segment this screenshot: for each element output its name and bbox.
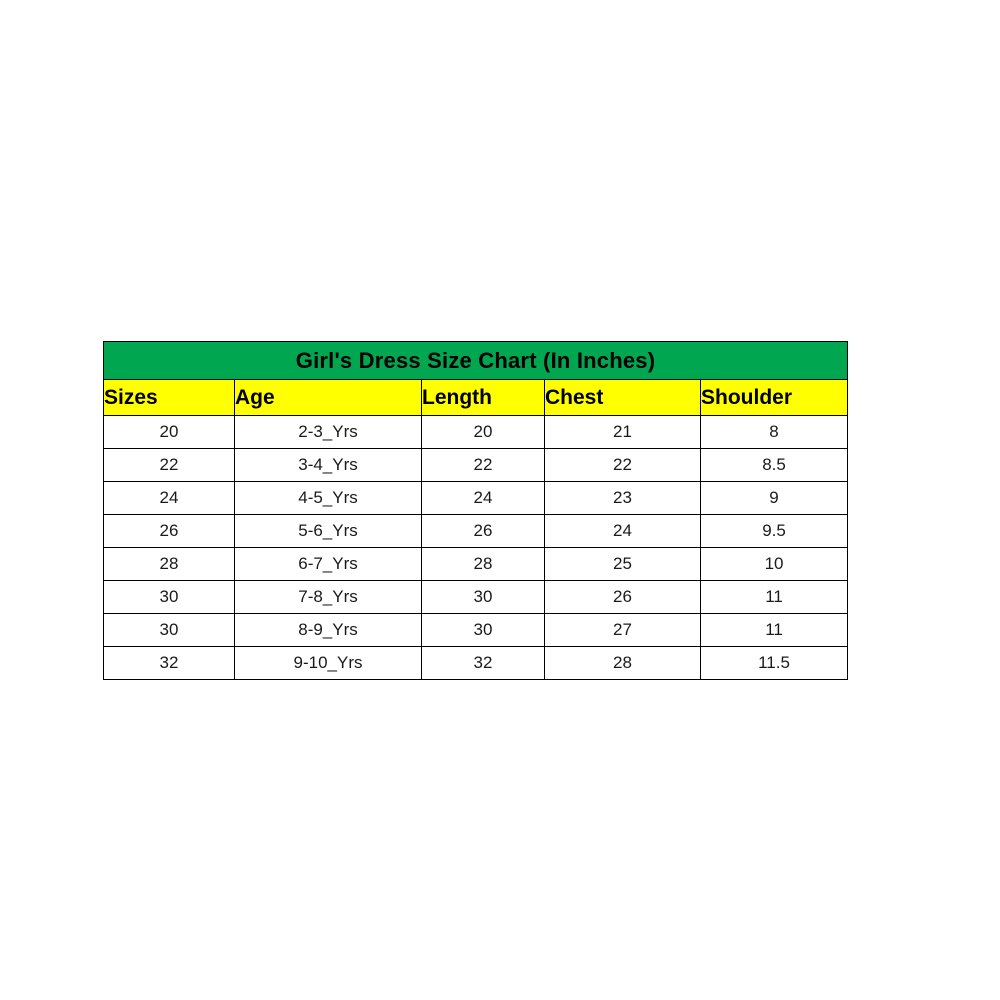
cell-sizes: 30: [104, 614, 235, 647]
cell-chest: 22: [545, 449, 701, 482]
cell-sizes: 28: [104, 548, 235, 581]
cell-chest: 21: [545, 416, 701, 449]
cell-shoulder: 11: [701, 614, 848, 647]
cell-shoulder: 11.5: [701, 647, 848, 680]
cell-length: 26: [422, 515, 545, 548]
cell-chest: 28: [545, 647, 701, 680]
table-row: [104, 449, 848, 482]
cell-length: 30: [422, 581, 545, 614]
size-chart-table: [103, 341, 848, 680]
cell-sizes: 32: [104, 647, 235, 680]
cell-age: 5-6_Yrs: [235, 515, 422, 548]
cell-chest: 23: [545, 482, 701, 515]
table-row: [104, 416, 848, 449]
cell-age: 3-4_Yrs: [235, 449, 422, 482]
cell-chest: 24: [545, 515, 701, 548]
cell-shoulder: 8: [701, 416, 848, 449]
cell-sizes: 22: [104, 449, 235, 482]
table-row: [104, 614, 848, 647]
column-header-chest: Chest: [545, 380, 701, 416]
cell-sizes: 30: [104, 581, 235, 614]
column-header-sizes: Sizes: [104, 380, 235, 416]
cell-age: 2-3_Yrs: [235, 416, 422, 449]
cell-age: 8-9_Yrs: [235, 614, 422, 647]
cell-shoulder: 11: [701, 581, 848, 614]
table-row: [104, 548, 848, 581]
table-header-row: [104, 380, 848, 416]
cell-age: 9-10_Yrs: [235, 647, 422, 680]
cell-shoulder: 10: [701, 548, 848, 581]
size-chart-container: [103, 341, 847, 680]
cell-length: 22: [422, 449, 545, 482]
cell-length: 24: [422, 482, 545, 515]
column-header-length: Length: [422, 380, 545, 416]
cell-shoulder: 8.5: [701, 449, 848, 482]
column-header-shoulder: Shoulder: [701, 380, 848, 416]
cell-length: 28: [422, 548, 545, 581]
cell-length: 30: [422, 614, 545, 647]
column-header-age: Age: [235, 380, 422, 416]
cell-shoulder: 9: [701, 482, 848, 515]
cell-sizes: 26: [104, 515, 235, 548]
cell-length: 20: [422, 416, 545, 449]
cell-shoulder: 9.5: [701, 515, 848, 548]
table-row: [104, 482, 848, 515]
cell-age: 4-5_Yrs: [235, 482, 422, 515]
table-row: [104, 647, 848, 680]
cell-length: 32: [422, 647, 545, 680]
cell-sizes: 20: [104, 416, 235, 449]
table-row: [104, 581, 848, 614]
table-row: [104, 515, 848, 548]
chart-title: Girl's Dress Size Chart (In Inches): [104, 342, 848, 380]
cell-chest: 27: [545, 614, 701, 647]
cell-chest: 25: [545, 548, 701, 581]
table-title-row: [104, 342, 848, 380]
cell-age: 7-8_Yrs: [235, 581, 422, 614]
cell-sizes: 24: [104, 482, 235, 515]
cell-age: 6-7_Yrs: [235, 548, 422, 581]
cell-chest: 26: [545, 581, 701, 614]
